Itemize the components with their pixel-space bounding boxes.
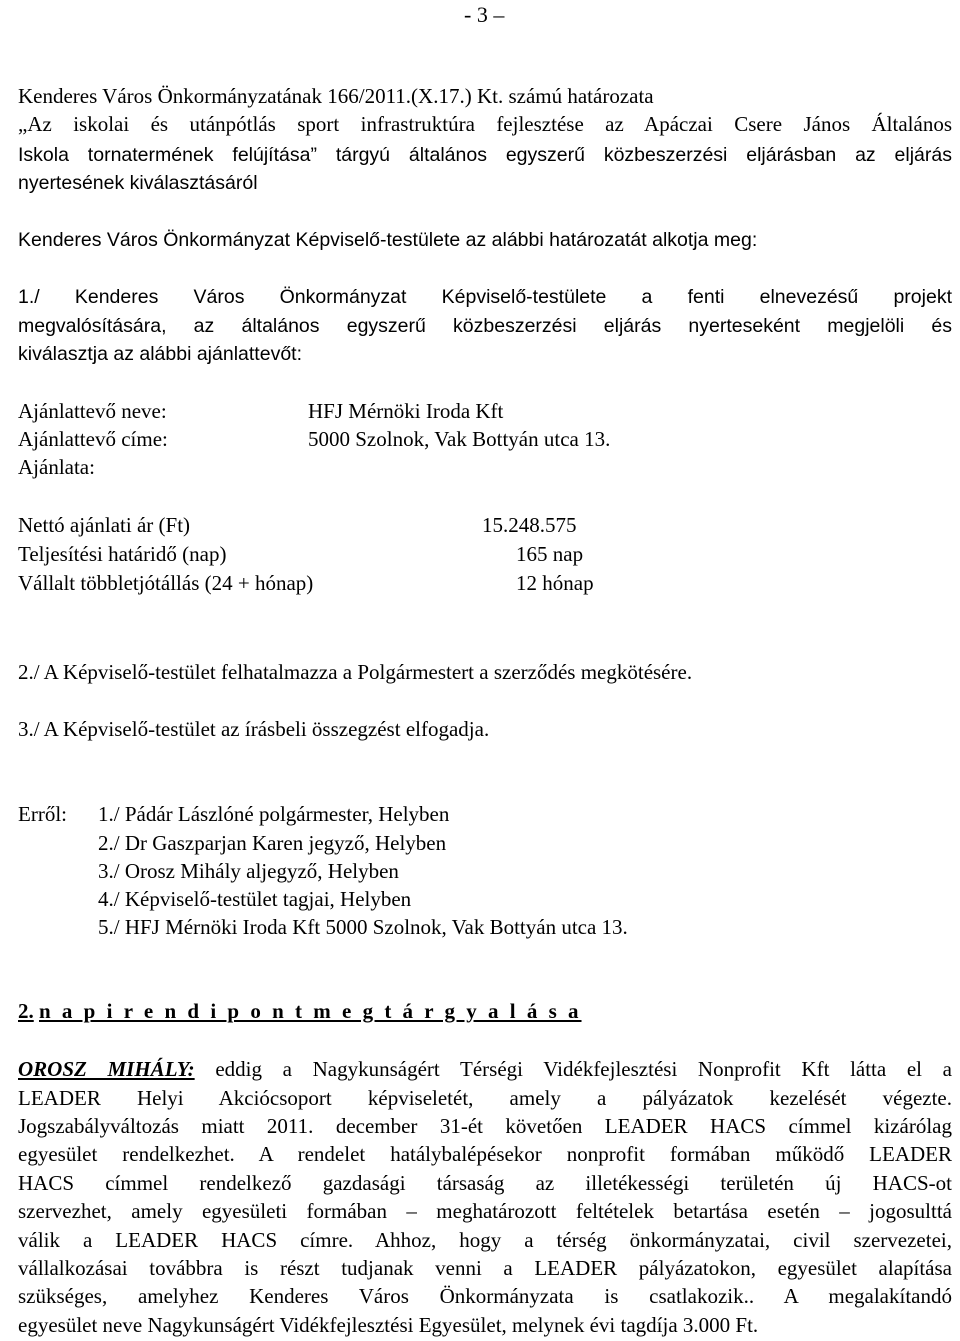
bidder-name-value: HFJ Mérnöki Iroda Kft — [308, 399, 504, 423]
offer-label: Ajánlata: — [18, 455, 95, 479]
offer-row-price-value: 15.248.575 — [482, 513, 577, 537]
notify-item: 2./ Dr Gaszparjan Karen jegyző, Helyben — [98, 831, 447, 855]
speech-line: LEADER Helyi Akciócsoport képviseletét, amely a pályázatok kezelését végezte. — [18, 1086, 952, 1110]
offer-row-warranty-label: Vállalt többletjótállás (24 + hónap) — [18, 571, 314, 595]
bidder-name-label: Ajánlattevő neve: — [18, 399, 167, 423]
speech-line: vállalkozásai továbbra is részt tudjanak venni a LEADER pályázatokon, egyesület alapítása — [18, 1256, 952, 1280]
speech-line: egyesület neve Nagykunságért Vidékfejlesztési Egyesület, melynek évi tagdíja 3.000 Ft. — [18, 1313, 759, 1337]
offer-row-deadline-value: 165 nap — [516, 542, 584, 566]
resolution-subject-line-1: „Az iskolai és utánpótlás sport infrastruktúra fejlesztése az Apáczai Csere János Általános — [18, 112, 952, 136]
point-3: 3./ A Képviselő-testület az írásbeli összegzést elfogadja. — [18, 717, 490, 741]
offer-row-deadline-label: Teljesítési határidő (nap) — [18, 542, 227, 566]
resolution-title: Kenderes Város Önkormányzatának 166/2011.(X.17.) Kt. számú határozata — [18, 84, 654, 108]
point-2: 2./ A Képviselő-testület felhatalmazza a Polgármestert a szerződés megkötésére. — [18, 660, 693, 684]
speech-line: szükséges, amelyhez Kenderes Város Önkormányzata is csatlakozik.. A megalakítandó — [18, 1284, 952, 1308]
offer-row-price-label: Nettó ajánlati ár (Ft) — [18, 513, 191, 537]
point-1-line-3: kiválasztja az alábbi ajánlattevőt: — [18, 343, 302, 365]
point-1-line-1: 1./ Kenderes Város Önkormányzat Képviselő-testülete a fenti elnevezésű projekt — [18, 286, 952, 308]
resolution-subject-line-3: nyertesének kiválasztásáról — [18, 172, 258, 194]
agenda-number: 2. — [18, 999, 34, 1023]
speech-line: Jogszabályváltozás miatt 2011. december 31-ét követően LEADER HACS címmel kizárólag — [18, 1114, 952, 1138]
notify-item: 4./ Képviselő-testület tagjai, Helyben — [98, 887, 412, 911]
resolution-subject-line-2: Iskola tornatermének felújítása” tárgyú általános egyszerű közbeszerzési eljárásban az eljárás — [18, 144, 952, 166]
speech-line: szervezhet, amely egyesületi formában – meghatározott feltételek betartása esetén – jogosulttá — [18, 1199, 952, 1223]
speech-line: HACS címmel rendelkező gazdasági társaság az illetékességi területén új HACS-ot — [18, 1171, 952, 1195]
speaker-name: OROSZ MIHÁLY: — [18, 1057, 195, 1081]
speech-text: eddig a Nagykunságért Térségi Vidékfejlesztési Nonprofit Kft látta el a — [215, 1057, 952, 1081]
agenda-heading — [18, 999, 582, 1024]
intro-text: Kenderes Város Önkormányzat Képviselő-testülete az alábbi határozatát alkotja meg: — [18, 229, 758, 251]
point-1-line-2: megvalósítására, az általános egyszerű közbeszerzési eljárás nyerteseként megjelöli és — [18, 315, 952, 337]
bidder-address-value: 5000 Szolnok, Vak Bottyán utca 13. — [308, 427, 611, 451]
notify-item: 3./ Orosz Mihály aljegyző, Helyben — [98, 859, 399, 883]
speech-line: válik a LEADER HACS címre. Ahhoz, hogy a térség önkormányzatai, civil szervezetei, — [18, 1228, 952, 1252]
offer-row-warranty-value: 12 hónap — [516, 571, 594, 595]
page-number: - 3 – — [464, 2, 505, 27]
agenda-title: n a p i r e n d i p o n t m e g t á r g y a l á s a — [39, 999, 582, 1023]
notify-label: Erről: — [18, 802, 67, 826]
bidder-address-label: Ajánlattevő címe: — [18, 427, 168, 451]
notify-item: 1./ Pádár Lászlóné polgármester, Helyben — [98, 802, 450, 826]
notify-item: 5./ HFJ Mérnöki Iroda Kft 5000 Szolnok, Vak Bottyán utca 13. — [98, 915, 628, 939]
speech-line-1 — [18, 1057, 952, 1082]
speech-line: egyesület rendelkezhet. A rendelet hatálybalépésekor nonprofit formában működő LEADER — [18, 1142, 952, 1166]
